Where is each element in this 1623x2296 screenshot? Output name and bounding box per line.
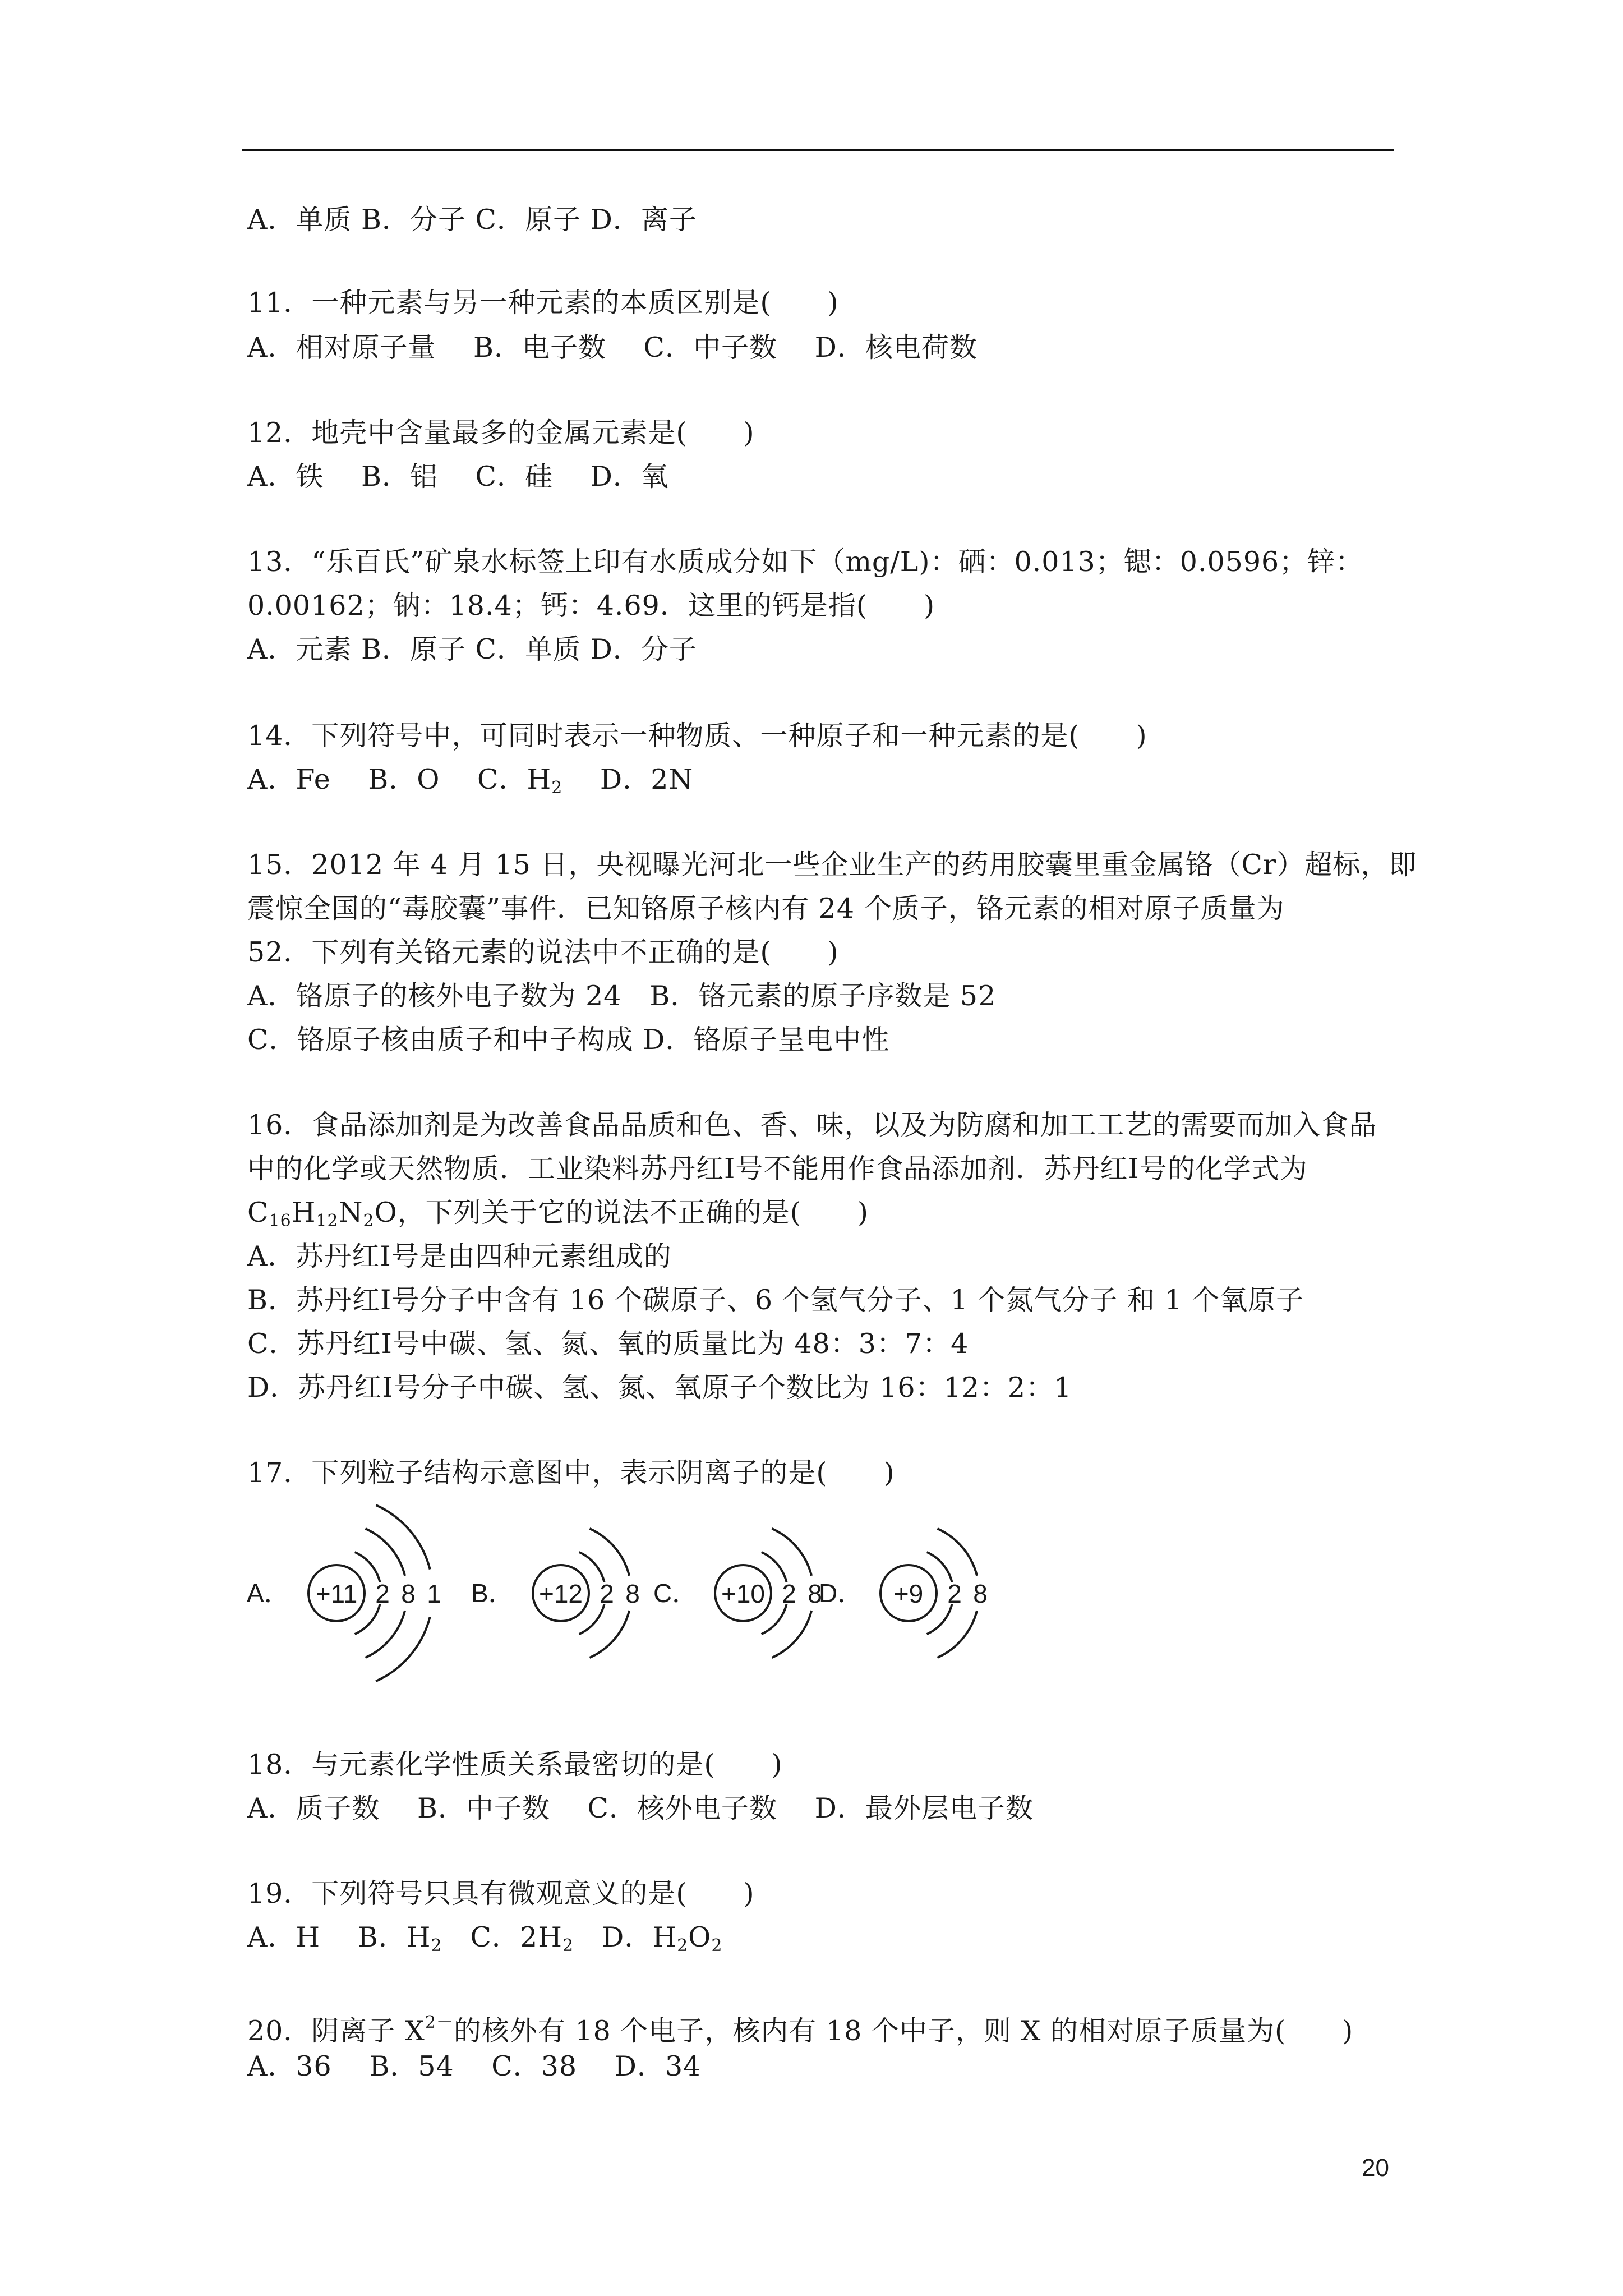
q16-stem-line2: 中的化学或天然物质．工业染料苏丹红Ⅰ号不能用作食品添加剂．苏丹红Ⅰ号的化学式为 bbox=[247, 1153, 1308, 1185]
q13-options: A．元素 B．原子 C．单质 D．分子 bbox=[247, 633, 697, 665]
q15-stem-line3: 52．下列有关铬元素的说法中不正确的是( ) bbox=[247, 936, 839, 968]
shell-electron-count: 1 bbox=[427, 1579, 441, 1608]
page-number: 20 bbox=[1362, 2154, 1389, 2182]
q13-stem-line1: 13．“乐百氏”矿泉水标签上印有水质成分如下（mg/L)：硒：0.013；锶：0.0596；锌： bbox=[247, 546, 1364, 578]
q15-stem-line2: 震惊全国的“毒胶囊”事件．已知铬原子核内有 24 个质子，铬元素的相对原子质量为 bbox=[247, 892, 1285, 924]
q10-options: A．单质 B．分子 C．原子 D．离子 bbox=[247, 204, 697, 236]
q16-stem-line1: 16．食品添加剂是为改善食品品质和色、香、味，以及为防腐和加工工艺的需要而加入食品 bbox=[247, 1109, 1377, 1141]
q17-atom-diagrams bbox=[241, 1481, 1004, 1683]
electron-shell-arc bbox=[937, 1529, 977, 1576]
shell-electron-count: 2 bbox=[947, 1579, 962, 1608]
nucleus-charge: +12 bbox=[538, 1579, 583, 1608]
q16-stem-line3: $C_{16}H_{12}N_2O$，下列关于它的说法不正确的是( ) bbox=[247, 1197, 869, 1231]
q20-stem: 20．阴离子 $X^{2-}$的核外有 18 个电子，核内有 18 个中子，则 X 的相对原子质量为( ) bbox=[247, 2013, 1354, 2047]
electron-shell-arc bbox=[376, 1505, 430, 1569]
electron-shell-arc bbox=[772, 1611, 811, 1658]
shell-electron-count: 8 bbox=[973, 1579, 988, 1608]
atom-diagram bbox=[247, 1505, 441, 1681]
q17-stem: 17．下列粒子结构示意图中，表示阴离子的是( ) bbox=[247, 1457, 895, 1489]
shell-electron-count: 8 bbox=[808, 1579, 822, 1608]
q14-stem: 14．下列符号中，可同时表示一种物质、一种原子和一种元素的是( ) bbox=[247, 720, 1147, 752]
electron-shell-arc bbox=[937, 1611, 977, 1658]
nucleus-charge: +10 bbox=[721, 1579, 766, 1608]
q14-options: A．Fe B．O C．$H_2$ D．2N bbox=[247, 763, 694, 798]
electron-shell-arc bbox=[772, 1529, 811, 1576]
nucleus-charge: +9 bbox=[893, 1579, 924, 1608]
electron-shell-arc bbox=[365, 1611, 405, 1658]
q12-stem: 12．地壳中含量最多的金属元素是( ) bbox=[247, 417, 755, 449]
atom-diagram bbox=[471, 1529, 640, 1658]
q13-stem-line2: 0.00162；钠：18.4；钙：4.69．这里的钙是指( ) bbox=[247, 590, 935, 622]
q20-options: A．36 B．54 C．38 D．34 bbox=[247, 2050, 702, 2082]
q12-options: A．铁 B．铝 C．硅 D．氧 bbox=[247, 461, 669, 493]
q16-option-a: A．苏丹红Ⅰ号是由四种元素组成的 bbox=[247, 1240, 672, 1272]
shell-electron-count: 8 bbox=[401, 1579, 416, 1608]
atom-diagram bbox=[653, 1529, 822, 1658]
q18-options: A．质子数 B．中子数 C．核外电子数 D．最外层电子数 bbox=[247, 1792, 1034, 1824]
q18-stem: 18．与元素化学性质关系最密切的是( ) bbox=[247, 1749, 783, 1780]
electron-shell-arc bbox=[365, 1529, 405, 1576]
q15-options-line2: C．铬原子核由质子和中子构成 D．铬原子呈电中性 bbox=[247, 1024, 890, 1056]
shell-electron-count: 2 bbox=[782, 1579, 796, 1608]
q11-options: A．相对原子量 B．电子数 C．中子数 D．核电荷数 bbox=[247, 332, 978, 364]
atom-diagram bbox=[819, 1529, 988, 1658]
atom-diagram-letter: D． bbox=[819, 1579, 864, 1608]
q15-stem-line1: 15．2012 年 4 月 15 日，央视曝光河北一些企业生产的药用胶囊里重金属铬（Cr）超标，即 bbox=[247, 849, 1417, 881]
electron-shell-arc bbox=[376, 1617, 430, 1681]
atom-diagram-letter: A． bbox=[247, 1579, 290, 1608]
q16-option-c: C．苏丹红Ⅰ号中碳、氢、氮、氧的质量比为 48：3：7：4 bbox=[247, 1328, 969, 1360]
q16-option-d: D．苏丹红Ⅰ号分子中碳、氢、氮、氧原子个数比为 16：12：2：1 bbox=[247, 1372, 1072, 1404]
atom-diagram-letter: C． bbox=[653, 1579, 698, 1608]
q11-stem: 11．一种元素与另一种元素的本质区别是( ) bbox=[247, 287, 839, 319]
shell-electron-count: 8 bbox=[625, 1579, 640, 1608]
header-rule bbox=[242, 149, 1394, 151]
q19-options: A．H B．$H_2$ C．$2H_2$ D．$H_2O_2$ bbox=[247, 1921, 723, 1955]
electron-shell-arc bbox=[589, 1529, 629, 1576]
q15-options-line1: A．铬原子的核外电子数为 24 B．铬元素的原子序数是 52 bbox=[247, 980, 997, 1012]
electron-shell-arc bbox=[589, 1611, 629, 1658]
q16-option-b: B．苏丹红Ⅰ号分子中含有 16 个碳原子、6 个氢气分子、1 个氮气分子 和 1 个氧原子 bbox=[247, 1284, 1304, 1316]
shell-electron-count: 2 bbox=[375, 1579, 390, 1608]
atom-diagram-letter: B． bbox=[471, 1579, 514, 1608]
shell-electron-count: 2 bbox=[600, 1579, 614, 1608]
q19-stem: 19．下列符号只具有微观意义的是( ) bbox=[247, 1878, 755, 1910]
nucleus-charge: +11 bbox=[315, 1579, 358, 1608]
